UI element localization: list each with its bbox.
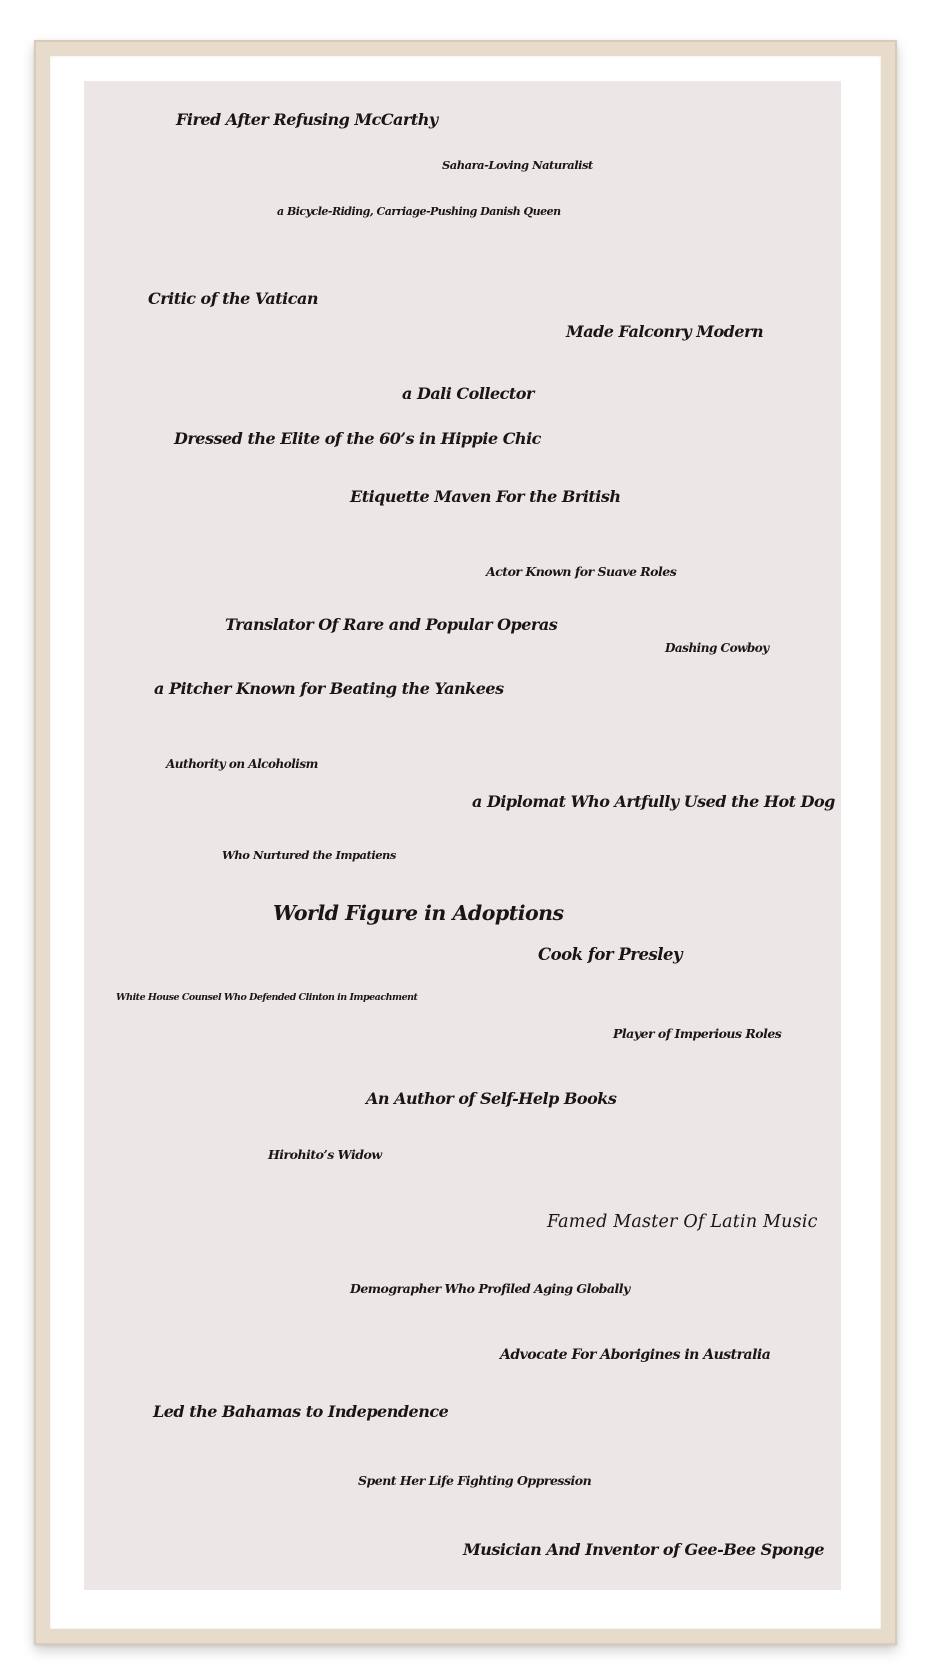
headline: White House Counsel Who Defended Clinton in Impeachment xyxy=(116,992,418,1003)
headline: Made Falconry Modern xyxy=(566,322,764,341)
headline: Musician And Inventor of Gee-Bee Sponge xyxy=(463,1540,825,1559)
headline: Spent Her Life Fighting Oppression xyxy=(358,1473,592,1488)
headline: Cook for Presley xyxy=(538,945,683,964)
headline: Etiquette Maven For the British xyxy=(350,487,621,506)
headline: An Author of Self-Help Books xyxy=(366,1089,617,1108)
headline: Dashing Cowboy xyxy=(665,641,769,655)
headline: Hirohito’s Widow xyxy=(268,1147,382,1162)
headline: Authority on Alcoholism xyxy=(166,757,318,771)
headline: Dressed the Elite of the 60’s in Hippie Chic xyxy=(174,429,541,448)
headline: Actor Known for Suave Roles xyxy=(486,564,677,579)
headline: Critic of the Vatican xyxy=(148,289,318,308)
headline: Fired After Refusing McCarthy xyxy=(176,110,438,129)
headline: Famed Master Of Latin Music xyxy=(547,1212,818,1232)
headline: Who Nurtured the Impatiens xyxy=(222,848,396,862)
headline: Advocate For Aborigines in Australia xyxy=(500,1347,771,1363)
headline: a Pitcher Known for Beating the Yankees xyxy=(154,679,504,698)
headline: a Bicycle-Riding, Carriage-Pushing Danish Queen xyxy=(277,205,561,218)
headline: a Dali Collector xyxy=(402,384,534,403)
headline: Demographer Who Profiled Aging Globally xyxy=(350,1281,630,1296)
headline: a Diplomat Who Artfully Used the Hot Dog xyxy=(472,792,835,811)
headline: Translator Of Rare and Popular Operas xyxy=(225,615,558,634)
artwork-paper xyxy=(84,81,841,1590)
headline: Led the Bahamas to Independence xyxy=(153,1402,449,1421)
headline: Player of Imperious Roles xyxy=(613,1026,782,1041)
headline: Sahara-Loving Naturalist xyxy=(442,158,593,172)
headline: World Figure in Adoptions xyxy=(273,901,564,925)
